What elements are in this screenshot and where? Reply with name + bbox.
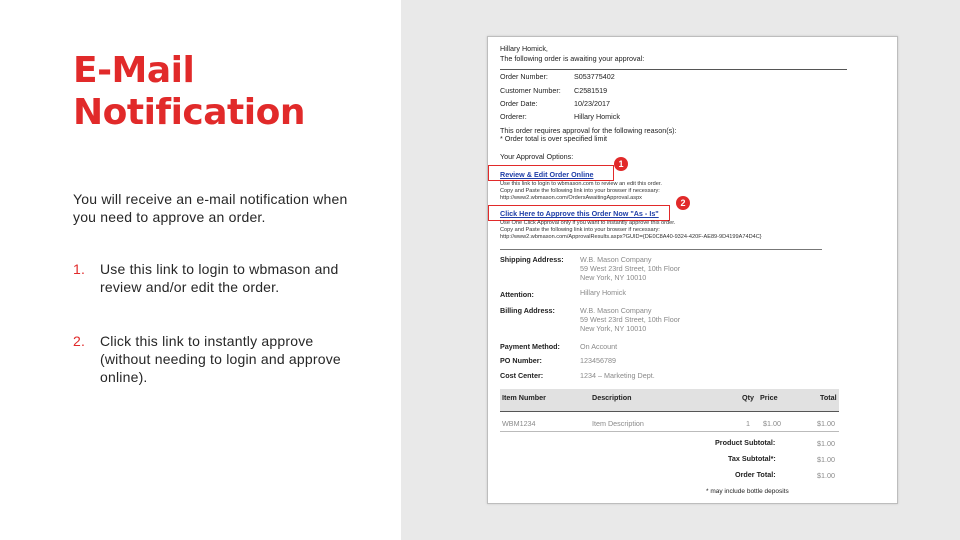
divider <box>500 249 822 250</box>
step-number: 1. <box>73 261 86 277</box>
slide-title-line2: Notification <box>73 92 305 133</box>
shipping-line-3: New York, NY 10010 <box>580 273 647 282</box>
email-greeting: Hillary Homick, <box>500 44 548 53</box>
link2-url[interactable]: http://www2.wbmason.com/ApprovalResults.aspx?GUID={DE0C8A40-9324-420F-AE89-9D4199A74D4C} <box>500 234 762 240</box>
row-item-number: WBM1234 <box>502 419 536 428</box>
email-intro: The following order is awaiting your approval: <box>500 54 645 63</box>
link1-instruction: Copy and Paste the following link into your browser if necessary: <box>500 188 660 194</box>
cost-center-value: 1234 – Marketing Dept. <box>580 371 655 380</box>
order-total-label: Order Total: <box>735 470 776 479</box>
step-text: Use this link to login to wbmason and review and/or edit the order. <box>100 261 339 295</box>
billing-label: Billing Address: <box>500 306 555 315</box>
col-qty: Qty <box>742 393 754 402</box>
divider <box>500 69 847 70</box>
review-edit-link[interactable]: Review & Edit Order Online <box>500 170 594 179</box>
link1-description: Use this link to login to wbmason.com to review an edit this order. <box>500 181 662 187</box>
link1-url[interactable]: http://www2.wbmason.com/OrdersAwaitingApproval.aspx <box>500 195 642 201</box>
approval-options-heading: Your Approval Options: <box>500 152 574 161</box>
callout-badge-2: 2 <box>676 196 690 210</box>
po-number-value: 123456789 <box>580 356 616 365</box>
approve-now-link[interactable]: Click Here to Approve this Order Now "As - Is" <box>500 209 659 218</box>
product-subtotal-value: $1.00 <box>817 439 835 448</box>
items-table-header <box>500 389 839 411</box>
link2-description: Use One Click Approval only if you want to instantly approve this order. <box>500 220 676 226</box>
col-description: Description <box>592 393 632 402</box>
reason-text: This order requires approval for the following reason(s): <box>500 126 677 135</box>
link2-instruction: Copy and Paste the following link into your browser if necessary: <box>500 227 660 233</box>
step-list <box>73 260 363 386</box>
step-item-1 <box>73 260 363 296</box>
order-date-value: 10/23/2017 <box>574 99 610 108</box>
billing-line-1: W.B. Mason Company <box>580 306 652 315</box>
billing-line-2: 59 West 23rd Street, 10th Floor <box>580 315 681 324</box>
slide-title <box>73 50 305 134</box>
col-total: Total <box>820 393 837 402</box>
customer-number-label: Customer Number: <box>500 86 561 95</box>
payment-method-value: On Account <box>580 342 618 351</box>
row-description: Item Description <box>592 419 644 428</box>
email-screenshot <box>487 36 898 504</box>
row-total: $1.00 <box>817 419 835 428</box>
step-text: Click this link to instantly approve (without needing to login and approve online). <box>100 333 341 385</box>
orderer-value: Hillary Homick <box>574 112 620 121</box>
shipping-label: Shipping Address: <box>500 255 564 264</box>
orderer-label: Orderer: <box>500 112 527 121</box>
step-number: 2. <box>73 333 86 349</box>
col-price: Price <box>760 393 778 402</box>
callout-badge-1: 1 <box>614 157 628 171</box>
shipping-line-2: 59 West 23rd Street, 10th Floor <box>580 264 681 273</box>
customer-number-value: C2581519 <box>574 86 608 95</box>
row-qty: 1 <box>746 419 750 428</box>
billing-line-3: New York, NY 10010 <box>580 324 647 333</box>
reason-item: * Order total is over specified limit <box>500 134 608 143</box>
order-number-label: Order Number: <box>500 72 548 81</box>
attention-label: Attention: <box>500 290 534 299</box>
row-price: $1.00 <box>763 419 781 428</box>
row-divider <box>500 431 839 432</box>
slide-text-panel <box>0 0 401 540</box>
table-divider <box>500 411 839 412</box>
slide-title-line1: E-Mail <box>73 50 195 91</box>
slide-intro: You will receive an e-mail notification when you need to approve an order. <box>73 191 348 225</box>
order-date-label: Order Date: <box>500 99 538 108</box>
cost-center-label: Cost Center: <box>500 371 544 380</box>
footnote: * may include bottle deposits <box>706 488 789 495</box>
product-subtotal-label: Product Subtotal: <box>715 438 776 447</box>
step-item-2 <box>73 332 363 386</box>
order-total-value: $1.00 <box>817 471 835 480</box>
col-item-number: Item Number <box>502 393 546 402</box>
order-number-value: S053775402 <box>574 72 615 81</box>
shipping-line-1: W.B. Mason Company <box>580 255 652 264</box>
tax-subtotal-label: Tax Subtotal*: <box>728 454 776 463</box>
po-number-label: PO Number: <box>500 356 542 365</box>
tax-subtotal-value: $1.00 <box>817 455 835 464</box>
attention-value: Hillary Homick <box>580 288 626 297</box>
payment-method-label: Payment Method: <box>500 342 560 351</box>
